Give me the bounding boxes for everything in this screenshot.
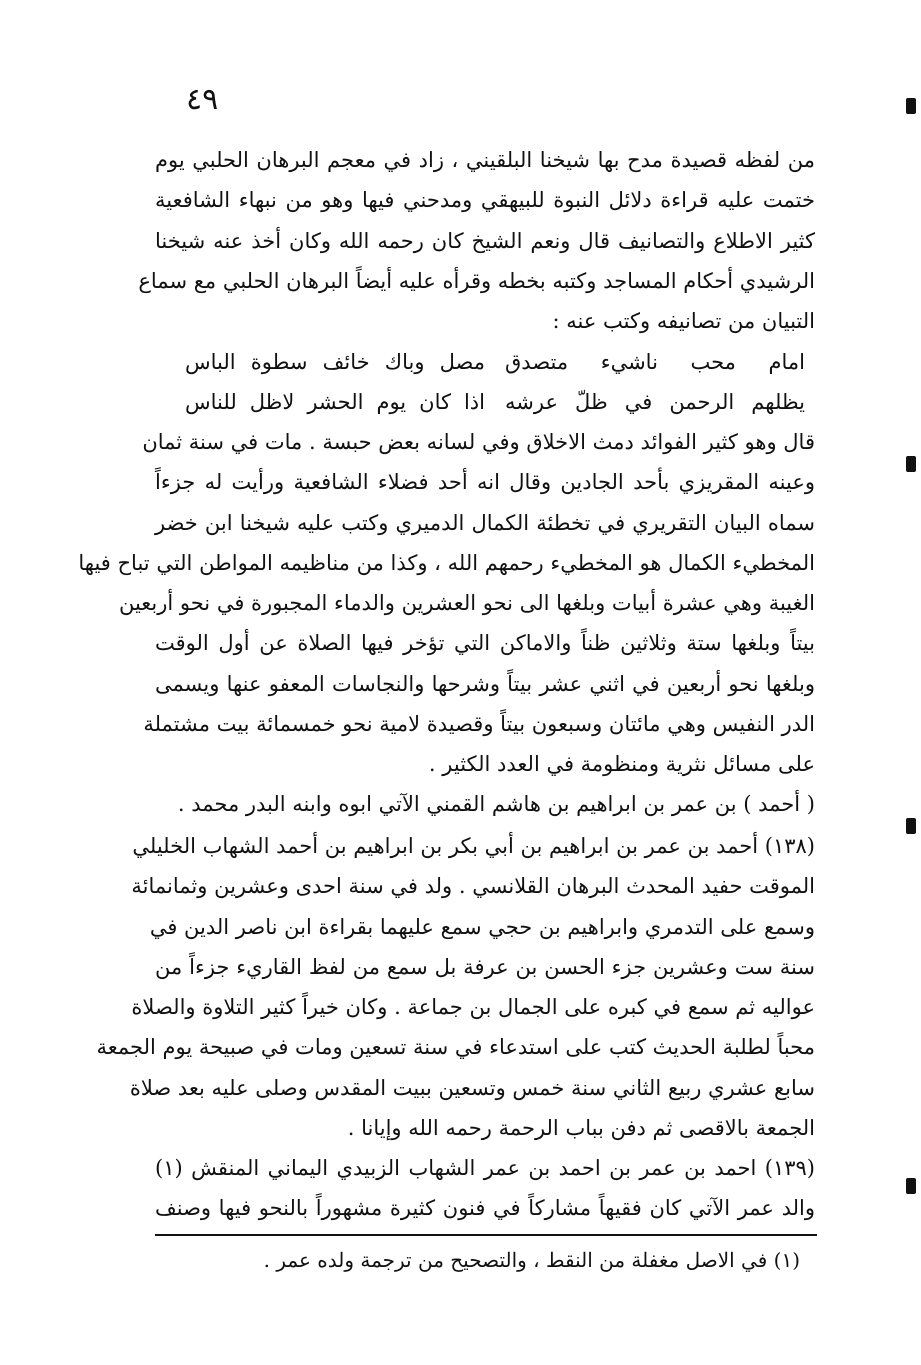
text-line: ختمت عليه قراءة دلائل النبوة للبيهقي ومدحني فيها وهو من نبهاء الشافعية bbox=[155, 188, 815, 213]
text-line: الرشيدي أحكام المساجد وكتبه بخطه وقرأه عليه أيضاً البرهان الحلبي مع سماع bbox=[138, 268, 815, 293]
text-line: سابع عشري ربيع الثاني سنة خمس وتسعين ببيت المقدس وصلى عليه بعد صلاة bbox=[129, 1075, 815, 1100]
text-line: بيتاً وبلغها ستة وثلاثين ظناً والاماكن التي تؤخر فيها الصلاة عن أول الوقت bbox=[155, 631, 815, 656]
text-line: من لفظه قصيدة مدح بها شيخنا البلقيني ، زاد في معجم البرهان الحلبي يوم bbox=[155, 148, 815, 172]
verse bbox=[185, 342, 805, 423]
text-line: التبيان من تصانيفه وكتب عنه : bbox=[552, 309, 815, 334]
text-line: (١٣٩) احمد بن عمر بن احمد بن عمر الشهاب الزبيدي اليماني المنقش (١) bbox=[155, 1156, 815, 1180]
margin-mark bbox=[906, 818, 916, 834]
text-line: الجمعة بالاقصى ثم دفن بباب الرحمة رحمه الله وإيانا . bbox=[347, 1116, 815, 1141]
text-line: محباً لطلبة الحديث كتب على استدعاء في سنة تسعين ومات في صبيحة يوم الجمعة bbox=[96, 1035, 815, 1060]
entry-ahmad bbox=[155, 784, 815, 824]
text-line: ( أحمد ) بن عمر بن ابراهيم بن هاشم القمني الآتي ابوه وابنه البدر محمد . bbox=[177, 792, 815, 816]
verse-first-hemistich: امام محب ناشيء متصدق bbox=[505, 350, 805, 374]
paragraph-2 bbox=[78, 422, 815, 785]
paragraph-1 bbox=[138, 140, 815, 341]
margin-mark bbox=[906, 456, 916, 472]
footnote-divider bbox=[155, 1234, 817, 1236]
verse-second-hemistich: اذا كان يوم الحشر لاظل للناس bbox=[185, 390, 485, 415]
text-line: وبلغها نحو أربعين في اثني عشر بيتاً وشرحها والنجاسات المعفو عنها ويسمى bbox=[155, 671, 815, 696]
footnote: (١) في الاصل مغفلة من النقط ، والتصحيح من ترجمة ولده عمر . bbox=[263, 1248, 800, 1272]
text-line: سنة ست وعشرين جزء الحسن بن عرفة بل سمع من لفظ القاريء جزءاً من bbox=[155, 954, 815, 979]
text-line: (١٣٨) أحمد بن عمر بن ابراهيم بن أبي بكر بن ابراهيم بن أحمد الشهاب الخليلي bbox=[132, 834, 815, 858]
text-line: قال وهو كثير الفوائد دمث الاخلاق وفي لسانه بعض حبسة . مات في سنة ثمان bbox=[142, 430, 815, 454]
text-line: المخطيء الكمال هو المخطيء رحمهم الله ، وكذا من مناظيمه المواطن التي تباح فيها bbox=[78, 550, 815, 575]
text-line: الموقت حفيد المحدث البرهان القلانسي . ولد في سنة احدى وعشرين وثمانمائة bbox=[131, 874, 815, 899]
entry-138 bbox=[96, 826, 815, 1148]
margin-mark bbox=[906, 98, 916, 114]
margin-mark bbox=[906, 1178, 916, 1194]
text-line: الدر النفيس وهي مائتان وسبعون بيتاً وقصيدة لامية نحو خمسمائة بيت مشتملة bbox=[143, 712, 815, 737]
text-line: والد عمر الآتي كان فقيهاً مشاركاً في فنون كثيرة مشهوراً بالنحو فيها وصنف bbox=[155, 1196, 815, 1221]
text-line: الغيبة وهي عشرة أبيات وبلغها الى نحو العشرين والدماء المجبورة في نحو أربعين bbox=[118, 591, 815, 616]
text-line: على مسائل نثرية ومنظومة في العدد الكثير . bbox=[428, 752, 815, 777]
verse-line bbox=[185, 342, 805, 382]
text-line: وسمع على التدمري وابراهيم بن حجي سمع عليهما بقراءة ابن ناصر الدين في bbox=[149, 914, 815, 939]
page-number: ٤٩ bbox=[186, 82, 219, 117]
entry-139 bbox=[155, 1148, 815, 1229]
verse-line bbox=[185, 382, 805, 422]
verse-second-hemistich: مصل وباك خائف سطوة الباس bbox=[185, 350, 485, 374]
verse-first-hemistich: يظلهم الرحمن في ظلّ عرشه bbox=[505, 390, 805, 415]
text-line: عواليه ثم سمع في كبره على الجمال بن جماعة . وكان خيراً كثير التلاوة والصلاة bbox=[131, 995, 815, 1020]
text-line: سماه البيان التقريري في تخطئة الكمال الدميري وكتب عليه شيخنا ابن خضر bbox=[155, 510, 815, 535]
text-line: كثير الاطلاع والتصانيف قال ونعم الشيخ كان رحمه الله وكان أخذ عنه شيخنا bbox=[155, 228, 815, 253]
text-line: وعينه المقريزي بأحد الجادين وقال انه أحد فضلاء الشافعية ورأيت له جزءاً bbox=[155, 470, 815, 495]
